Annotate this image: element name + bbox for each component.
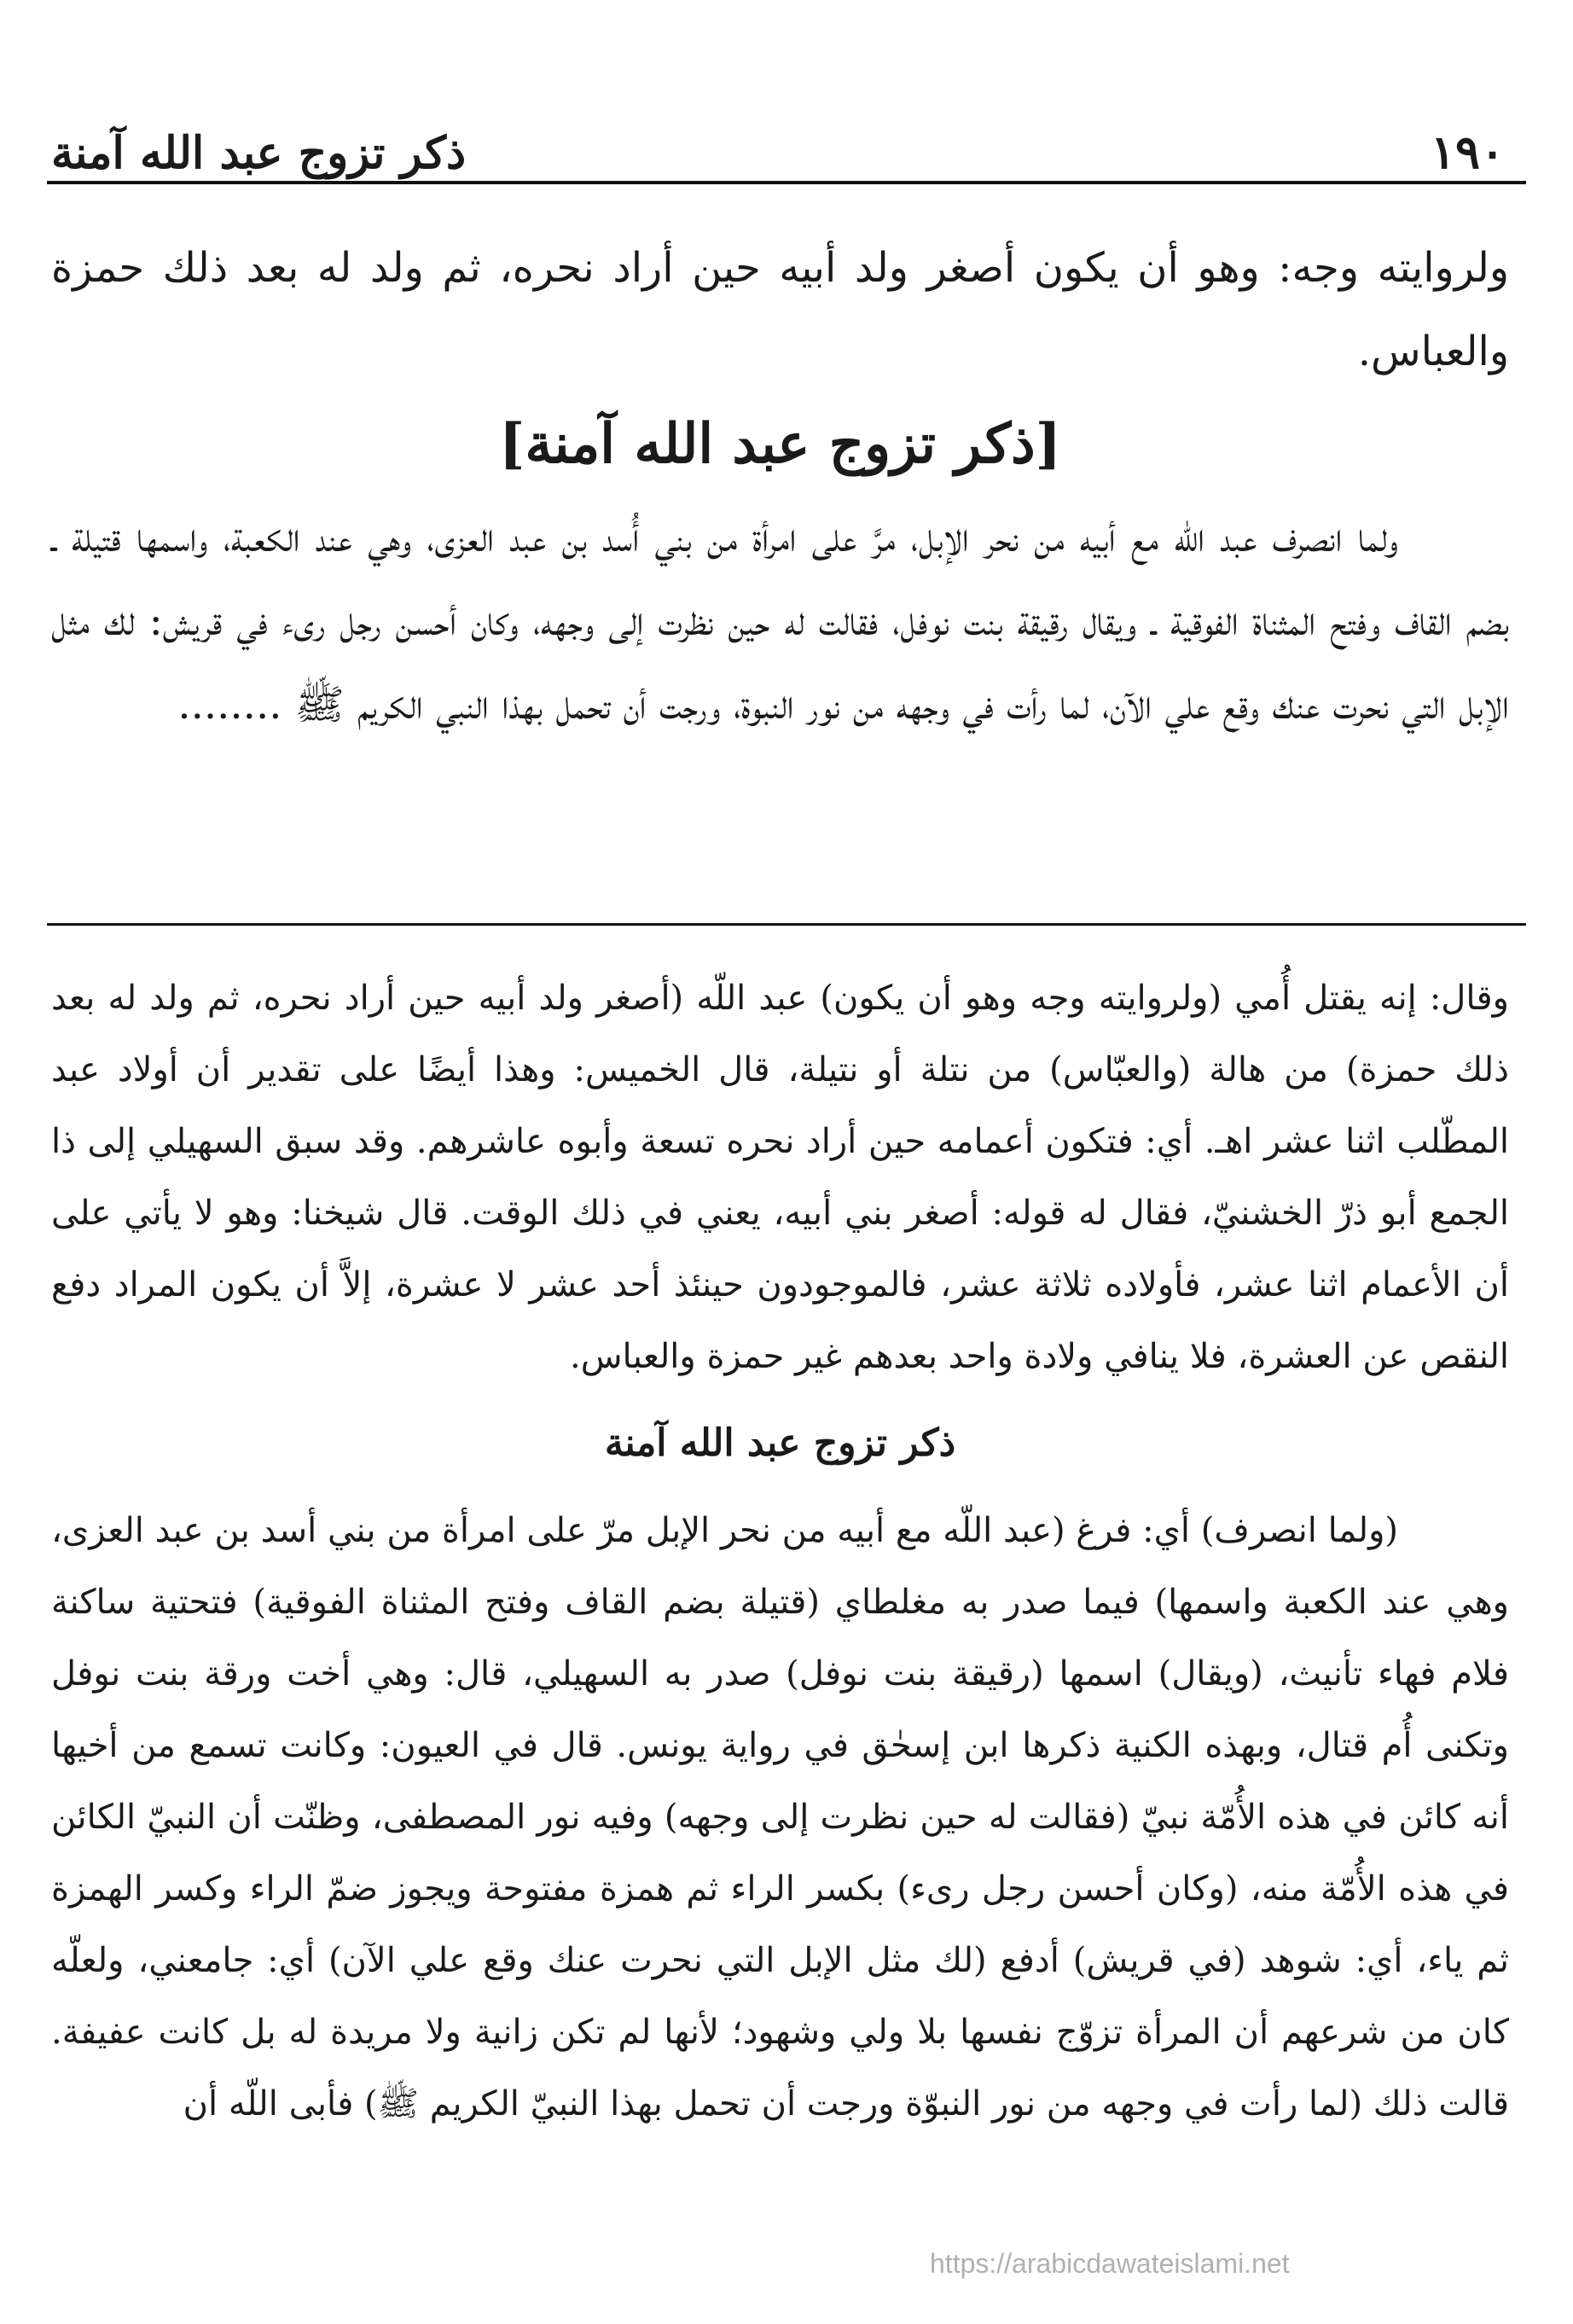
commentary-paragraph: وقال: إنه يقتل أُمي (ولروايته وجه وهو أن يكون) عبد اللّه (أصغر ولد أبيه حين أراد نحره، ثم ولد له بعد ذلك حمزة) من هالة (والعبّاس) من نتلة أو نتيلة، قال الخميس: وهذا أيضًا على تقدير أن أولاد عبد المطّلب اثنا عشر اهـ. أي: فتكون أعمامه حين أراد نحره تسعة وأبوه عاشرهم. وقد سبق السهيلي إلى ذا الجمع أبو ذرّ الخشنيّ، فقال له قوله: أصغر بني أبيه، يعني في ذلك الوقت. قال شيخنا: وهو لا يأتي على أن الأعمام اثنا عشر، فأولاده ثلاثة عشر، فالموجودون حينئذ أحد عشر لا عشرة، إلاَّ أن يكون المراد دفع النقص عن العشرة، فلا ينافي ولادة واحد بعدهم غير حمزة والعباس. <box>51 979 1509 1376</box>
main-text <box>51 226 1509 747</box>
watermark-url: https://arabicdawateislami.net <box>930 2248 1290 2279</box>
section-heading: [ذكر تزوج عبد الله آمنة] <box>499 412 1061 476</box>
page-number: ١٩٠ <box>1430 125 1505 179</box>
main-paragraph: ولروايته وجه: وهو أن يكون أصغر ولد أبيه حين أراد نحره، ثم ولد له بعد ذلك حمزة والعباس. <box>51 244 1509 375</box>
commentary-heading: ذكر تزوج عبد الله آمنة <box>604 1421 956 1465</box>
commentary-paragraph: (ولما انصرف) أي: فرغ (عبد اللّه مع أبيه من نحر الإبل مرّ على امرأة من بني أسد بن عبد العزى، وهي عند الكعبة واسمها) فيما صدر به مغلطاي (قتيلة بضم القاف وفتح المثناة الفوقية) فتحتية ساكنة فلام فهاء تأنيث، (ويقال) اسمها (رقيقة بنت نوفل) صدر به السهيلي، قال: وهي أخت ورقة بنت نوفل وتكنى أُم قتال، وبهذه الكنية ذكرها ابن إسحٰق في رواية يونس. قال في العيون: وكانت تسمع من أخيها أنه كائن في هذه الأُمّة نبيّ (فقالت له حين نظرت إلى وجهه) وفيه نور المصطفى، وظنّت أن النبيّ الكائن في هذه الأُمّة منه، (وكان أحسن رجل رىء) بكسر الراء ثم همزة مفتوحة ويجوز ضمّ الراء وكسر الهمزة ثم ياء، أي: شوهد (في قريش) أدفع (لك مثل الإبل التي نحرت عنك وقع علي الآن) أي: جامعني، ولعلّه كان من شرعهم أن المرأة تزوّج نفسها بلا ولي وشهود؛ لأنها لم تكن زانية ولا مريدة له بل كانت عفيفة. قالت ذلك (لما رأت في وجهه من نور النبوّة ورجت أن تحمل بهذا النبيّ الكريم ﷺ) فأبى اللّه أن <box>51 1511 1509 2124</box>
header-rule <box>47 181 1526 184</box>
commentary-text <box>51 962 1509 2140</box>
page-header <box>51 94 1505 179</box>
footnote-separator <box>47 923 1526 926</box>
running-title: ذكر تزوج عبد الله آمنة <box>51 127 467 179</box>
main-paragraph: ولما انصرف عبد الله مع أبيه من نحر الإبل، مرَّ على امرأة من بني أُسد بن عبد العزى، وهي عند الكعبة، واسمها قتيلة ـ بضم القاف وفتح المثناة الفوقية ـ ويقال رقيقة بنت نوفل، فقالت له حين نظرت إلى وجهه، وكان أحسن رجل رىء في قريش: لك مثل الإبل التي نحرت عنك وقع علي الآن، لما رأت في وجهه من نور النبوة، ورجت أن تحمل بهذا النبي الكريم ﷺ ........ <box>51 514 1509 729</box>
